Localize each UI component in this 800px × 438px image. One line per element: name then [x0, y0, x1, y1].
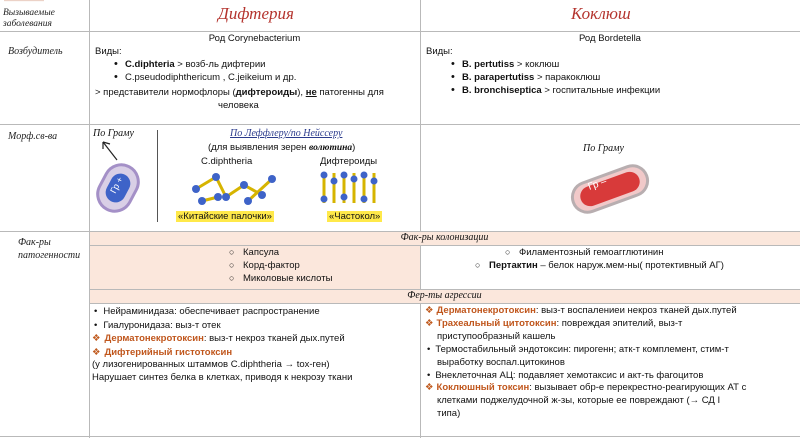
col1-species-label: Виды: — [95, 46, 122, 57]
palisade-label: «Частокол» — [329, 211, 381, 222]
list-item: ❖ Дерматонекротоксин: выз-т воспалениеи некроз тканей дых.путей — [425, 305, 737, 316]
col1-gram-cell-mark: Гр + — [108, 175, 126, 195]
row-label-morph: Морф.св-ва — [8, 131, 58, 142]
list-item: • B. parapertutiss > паракоклюш — [462, 71, 660, 84]
col2-species-label: Виды: — [426, 46, 453, 57]
chinese-sticks-label: «Китайские палочки» — [178, 211, 272, 222]
list-item: • Нейраминидаза: обеспечивает распространение — [94, 306, 320, 317]
grid-line — [89, 0, 90, 438]
header-stub: ————— — [4, 0, 44, 5]
grid-line — [0, 124, 800, 125]
row-label-pathogenicity: Фак-ры патогенности — [18, 237, 81, 261]
list-item: приступообразный кашель — [437, 330, 556, 342]
list-item: типа) — [437, 408, 461, 420]
col1-neisser-note: (для выявления зерен волютина) — [208, 142, 356, 153]
grid-line — [420, 303, 421, 438]
col1-note-line1: > представители нормофлоры (дифтероиды), не патогенны для — [95, 87, 384, 98]
list-item: • C.pseudodiphthericum , C.jeikeium и др. — [125, 71, 296, 84]
col1-colonization-list — [243, 246, 332, 285]
col1-aggression-list — [92, 305, 345, 359]
col1-title: Дифтерия — [218, 4, 294, 23]
col1-cdiph-label: C.diphtheria — [201, 156, 253, 167]
col1-neisser-label: По Леффлеру/по Нейссеру — [230, 128, 343, 139]
list-item: • Гиалуронидаза: выз-т отек — [94, 319, 221, 331]
col2-gram-cell-mark: Гр – — [586, 176, 609, 193]
row-label-agent: Возбудитель — [8, 46, 63, 57]
col1-diphteroid-label: Дифтероиды — [320, 156, 378, 167]
morph-divider — [157, 130, 158, 222]
chinese-sticks-icon — [188, 167, 288, 209]
col1-species-list — [125, 58, 296, 84]
grid-line — [0, 436, 800, 437]
list-item: • Внеклеточная АЦ: подавляет хемотаксис и акт-ть фагоцитов — [427, 369, 704, 381]
col1-gram-label: По Граму — [93, 128, 134, 139]
list-item: • B. pertutiss > коклюш — [462, 58, 660, 71]
col2-genus: Род Bordetella — [579, 33, 641, 44]
col2-title: Коклюш — [571, 4, 631, 23]
col2-colonization-list — [489, 246, 724, 272]
list-item: • C.diphteria > возб-ль дифтерии — [125, 58, 296, 71]
list-item: ○ Миколовые кислоты — [243, 272, 332, 285]
col2-species-list — [462, 58, 660, 97]
aggression-header: Фер-ты агрессии — [407, 290, 482, 301]
col2-gram-label: По Граму — [583, 143, 624, 154]
list-item: ❖ Дифтерийный гистотоксин — [92, 346, 233, 358]
col1-aggression-note2: Нарушает синтез белка в клетках, приводя к некрозу ткани — [92, 372, 353, 383]
list-item: клетками поджелудочной ж-зы, которые ее повреждают (→ СД I — [437, 395, 721, 407]
list-item: ○ Филаментозный гемоагглютинин — [519, 246, 724, 259]
list-item: ○ Капсула — [243, 246, 332, 259]
list-item: • Термостабильный эндотоксин: пирогенн; атк-т комплемент, стим-т — [427, 343, 729, 355]
grid-line — [0, 31, 800, 32]
col1-aggression-note1: (у лизогенированных штаммов C.diphtheria → tox-ген) — [92, 359, 330, 370]
list-item: ○ Пертактин – белок наруж.мем-ны( протективный АГ) — [489, 259, 724, 272]
list-item: ❖ Трахеальный цитотоксин: повреждая эпителий, выз-т — [425, 317, 683, 329]
gram-negative-cell-icon — [565, 160, 655, 218]
colonization-header: Фак-ры колонизации — [400, 232, 489, 243]
col2-aggression-list — [425, 305, 747, 421]
row-label-diseases: Вызываемые заболевания — [3, 8, 55, 29]
col1-note-line2: человека — [218, 100, 259, 111]
grid-line — [89, 303, 800, 304]
list-item: • B. bronchiseptica > госпитальные инфекции — [462, 84, 660, 97]
list-item: ○ Корд-фактор — [243, 259, 332, 272]
list-item: ❖ Дерматонекротоксин: выз-т некроз тканей дых.путей — [92, 333, 345, 344]
list-item: ❖ Коклюшный токсин: вызывает обр-е перекрестно-реагирующих АТ с — [425, 382, 747, 394]
palisade-icon — [318, 167, 378, 209]
grid-line — [420, 245, 421, 289]
list-item: выработку воспал.цитокинов — [437, 356, 565, 368]
col1-genus: Род Corynebacterium — [208, 33, 301, 44]
